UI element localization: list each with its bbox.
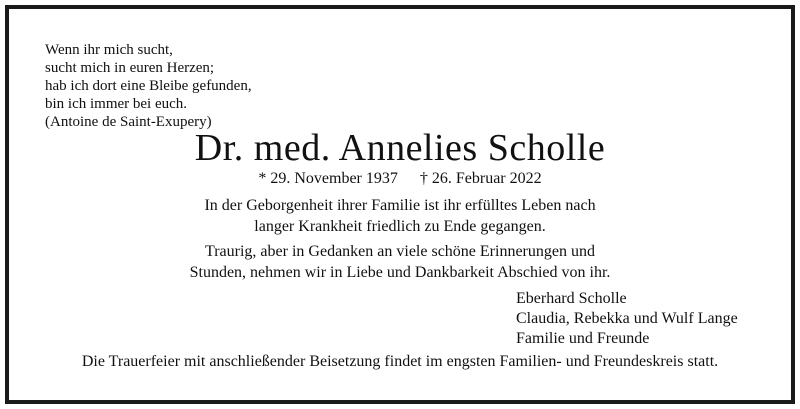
paragraph-line: In der Geborgenheit ihrer Familie ist ihr erfülltes Leben nach (204, 197, 596, 214)
deceased-name: Dr. med. Annelies Scholle (194, 127, 606, 169)
signer: Claudia, Rebekka und Wulf Lange (516, 310, 738, 327)
paragraph-line: langer Krankheit friedlich zu Ende gegangen. (254, 218, 546, 235)
paragraph-line: Traurig, aber in Gedanken an viele schöne Erinnerungen und (205, 243, 595, 260)
obituary-notice (5, 5, 795, 404)
poem-quote (45, 41, 252, 131)
poem-line: Wenn ihr mich sucht, (45, 42, 173, 58)
poem-line: sucht mich in euren Herzen; (45, 60, 215, 76)
signer: Eberhard Scholle (516, 290, 627, 307)
funeral-notice: Die Trauerfeier mit anschließender Beisetzung findet im engsten Familien- und Freundeskreis statt. (81, 353, 719, 370)
life-dates (9, 169, 791, 189)
signer: Familie und Freunde (516, 330, 650, 347)
paragraph-line: Stunden, nehmen wir in Liebe und Dankbarkeit Abschied von ihr. (189, 264, 611, 281)
death-date: † 26. Februar 2022 (419, 170, 542, 187)
poem-line: bin ich immer bei euch. (45, 96, 188, 112)
poem-line: hab ich dort eine Bleibe gefunden, (45, 78, 252, 94)
farewell-paragraph (9, 195, 791, 237)
signers-list (516, 289, 738, 349)
mourning-paragraph (9, 241, 791, 283)
poem-attribution: (Antoine de Saint-Exupery) (45, 114, 212, 130)
birth-date: * 29. November 1937 (258, 170, 398, 187)
